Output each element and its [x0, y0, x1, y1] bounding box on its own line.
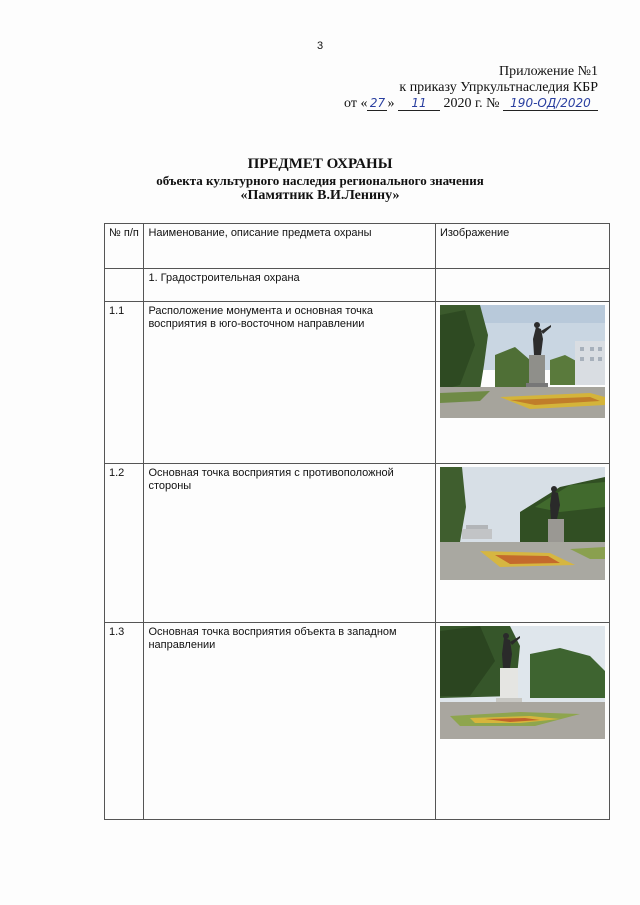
- section-image-cell: [435, 269, 609, 302]
- section-number-cell: [105, 269, 144, 302]
- date-year-label: 2020 г. №: [443, 96, 500, 111]
- row-description: Основная точка восприятия с противоположной стороны: [144, 464, 436, 623]
- appendix-order-reference: к приказу Упркультнаследия КБР: [399, 80, 598, 95]
- table-row: [105, 302, 610, 464]
- appendix-block: [344, 64, 598, 112]
- object-name: «Памятник В.И.Ленину»: [240, 188, 400, 203]
- header-image: Изображение: [435, 224, 609, 269]
- row-image-cell: [435, 464, 609, 623]
- row-number: 1.2: [105, 464, 144, 623]
- header-number: № п/п: [105, 224, 144, 269]
- row-number: 1.1: [105, 302, 144, 464]
- page-number: 3: [316, 40, 324, 52]
- table-row: [105, 464, 610, 623]
- monument-southeast-photo: [440, 305, 605, 418]
- table-row: [105, 623, 610, 820]
- order-number-handwritten: 190-ОД/2020: [503, 97, 598, 111]
- date-separator: »: [387, 96, 395, 111]
- header-description: Наименование, описание предмета охраны: [144, 224, 436, 269]
- table-header-row: [105, 224, 610, 269]
- monument-west-photo: [440, 626, 605, 739]
- appendix-date-line: [344, 96, 598, 112]
- document-heading: [0, 156, 640, 204]
- section-row: [105, 269, 610, 302]
- section-title: 1. Градостроительная охрана: [144, 269, 436, 302]
- row-image-cell: [435, 302, 609, 464]
- appendix-title: Приложение №1: [499, 64, 598, 79]
- document-title: ПРЕДМЕТ ОХРАНЫ: [247, 156, 393, 172]
- protection-table: [104, 223, 610, 820]
- row-description: Основная точка восприятия объекта в западном направлении: [144, 623, 436, 820]
- document-subtitle: объекта культурного наследия регионального значения: [156, 173, 484, 188]
- row-description: Расположение монумента и основная точка восприятия в юго-восточном направлении: [144, 302, 436, 464]
- date-prefix: от «: [344, 96, 368, 111]
- row-image-cell: [435, 623, 609, 820]
- monument-opposite-photo: [440, 467, 605, 580]
- date-day-handwritten: 27: [367, 97, 387, 111]
- row-number: 1.3: [105, 623, 144, 820]
- date-month-handwritten: 11: [398, 97, 440, 111]
